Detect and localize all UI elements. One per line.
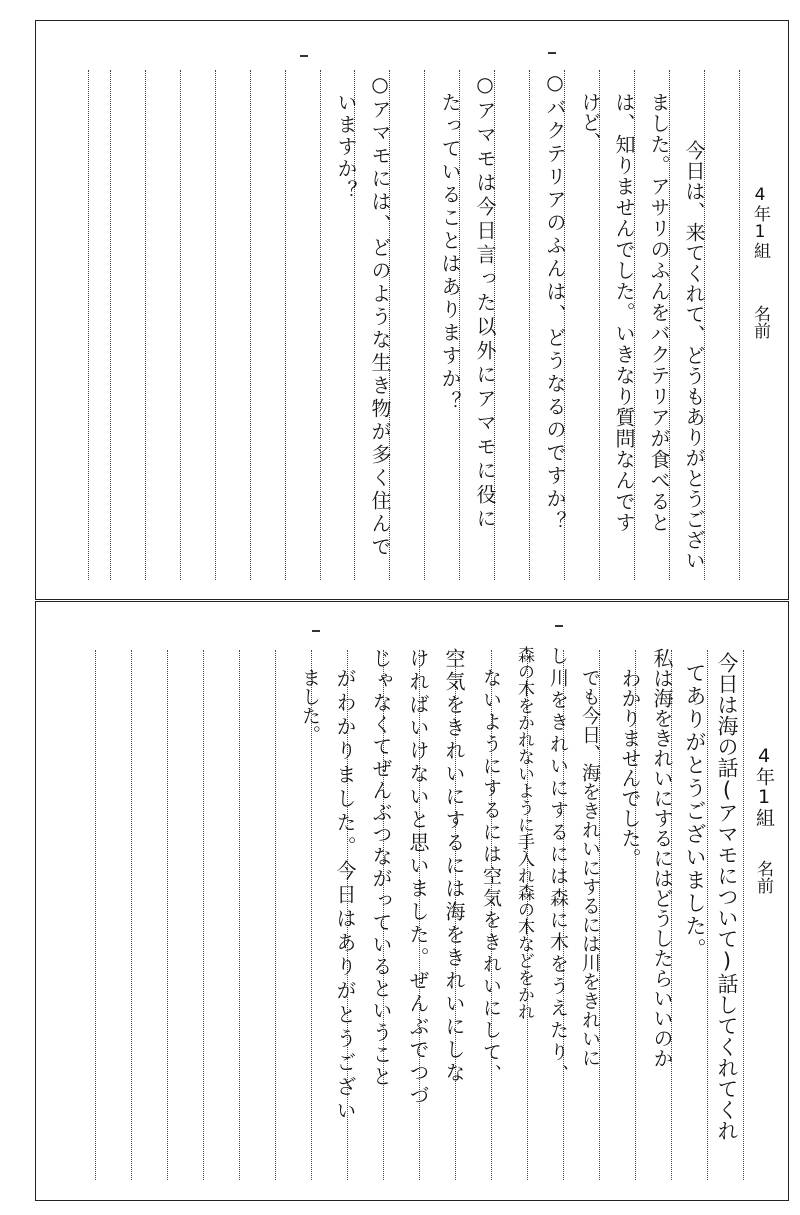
sheet1-text-line: ○アマモは今日言った以外にアマモに役に [473,72,497,532]
sheet2-name-label: 名前 [753,860,773,894]
sheet1-text-line: ○バクテリアのふんは、どうなるのですか？ [543,70,567,534]
sheet2-text-line: がわかりました。今日はありがとうござい [333,668,357,1124]
sheet2-text-line: 森の木をかれないように手入れ森の木などをかれ [514,646,534,1020]
sheet2-text-line: わかりませんでした。 [618,668,642,868]
ruled-line [707,650,708,1180]
ruled-line [131,650,132,1180]
sheet1-name-label: 名前 [750,305,770,339]
sheet1-frame [35,20,789,600]
sheet1-tick-mark [300,55,308,57]
sheet1-text-line: ました。アサリのふんをバクテリアが食べると [647,92,671,533]
ruled-line [250,70,251,580]
sheet1-text-line: ○アマモには、どのような生き物が多く住んで [368,72,392,559]
sheet1-class-label: 4年1組 [750,185,770,259]
ruled-line [203,650,204,1180]
sheet2-text-line: じゃなくてぜんぶつながっているということ [369,648,393,1088]
sheet1-text-line: たっていることはありますか？ [438,92,462,414]
sheet2-text-line: ました。 [299,668,321,744]
sheet1-tick-mark [548,52,556,54]
sheet1-text-line: は、知りませんでした。いきなり質問なんです [612,92,636,533]
sheet2-text-line: ければいけないと思いました。ぜんぶでつづ [406,648,430,1108]
sheet2-text-line: でも今日、海をきれいにするには川をきれいに [579,668,601,1067]
ruled-line [110,70,111,580]
sheet2-text-line: てありがとうございました。 [683,662,707,961]
ruled-line [88,70,89,580]
ruled-line [239,650,240,1180]
sheet1-text-line: いますか？ [334,92,358,202]
ruled-line [529,70,530,580]
sheet1-text-line: 今日は、来てくれて、どうもありがとうござい [682,140,706,571]
ruled-line [275,650,276,1180]
ruled-line [285,70,286,580]
ruled-line [743,650,744,1180]
sheet1-text-line: けど、 [578,92,602,152]
sheet2-class-label: 4年1組 [753,745,775,827]
ruled-line [180,70,181,580]
sheet2-text-line: 今日は海の話(アマモについて)話してくれてくれ [715,652,739,1141]
ruled-line [739,70,740,580]
sheet2-text-line: し川をきれいにするには森に木をうえたり、 [547,646,569,1086]
ruled-line [95,650,96,1180]
sheet2-tick-mark [312,630,320,632]
sheet2-text-line: 私は海をきれいにするにはどうしたらいいのか [650,648,674,1068]
sheet2-text-line: 空気をきれいにするには海をきれいにしな [442,648,466,1085]
ruled-line [424,70,425,580]
ruled-line [320,70,321,580]
sheet2-text-line: ないようにするには空気をきれいにして、 [480,668,502,1086]
ruled-line [145,70,146,580]
sheet2-tick-mark [555,625,563,627]
ruled-line [215,70,216,580]
ruled-line [167,650,168,1180]
